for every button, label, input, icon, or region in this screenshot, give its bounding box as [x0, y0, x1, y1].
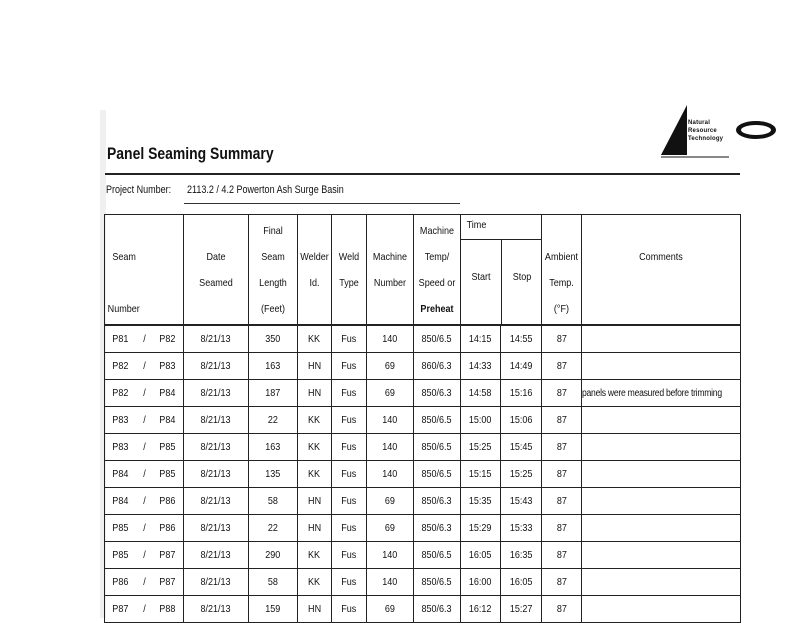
table-row: [105, 596, 741, 623]
stop-time-cell: 15:43: [501, 488, 542, 515]
machine-cell: 140: [367, 434, 414, 461]
start-time-cell: 14:33: [461, 353, 501, 380]
length-cell: 159: [249, 596, 298, 623]
machine-cell: 69: [367, 488, 414, 515]
welder-cell: HN: [298, 515, 332, 542]
seam-number-cell: [105, 569, 184, 596]
seam-panel-b: P85: [159, 468, 176, 480]
length-cell: 290: [249, 542, 298, 569]
seam-panel-b: P84: [159, 387, 176, 399]
comment-cell: [582, 434, 741, 461]
weld-type-cell: Fus: [332, 407, 367, 434]
col-header-start: Start: [471, 271, 491, 283]
seam-separator: /: [142, 495, 146, 507]
seam-panel-b: P84: [159, 414, 176, 426]
seam-number-cell: [105, 596, 184, 623]
comment-cell: [582, 569, 741, 596]
ambient-temp-cell: 87: [542, 488, 582, 515]
temp-speed-cell: 850/6.5: [414, 569, 461, 596]
comment-cell: panels were measured before trimming: [582, 380, 741, 407]
col-header-seam-number: Seam Number: [105, 215, 184, 326]
stop-time-cell: 16:05: [501, 569, 542, 596]
ambient-temp-cell: 87: [542, 325, 582, 353]
seam-panel-b: P82: [159, 333, 176, 345]
seam-separator: /: [142, 468, 146, 480]
natural-resource-technology-logo: [659, 103, 799, 163]
weld-type-cell: Fus: [332, 596, 367, 623]
comment-cell: [582, 407, 741, 434]
col-header-machine-temp: Machine Temp/ Speed or Preheat: [414, 215, 461, 326]
seam-separator: /: [142, 576, 146, 588]
start-time-cell: 15:00: [461, 407, 501, 434]
seam-number-cell: [105, 380, 184, 407]
start-time-cell: 16:00: [461, 569, 501, 596]
start-time-cell: 16:05: [461, 542, 501, 569]
panel-seaming-table: [104, 214, 741, 623]
seam-panel-a: P81: [112, 333, 129, 345]
ambient-temp-cell: 87: [542, 569, 582, 596]
time-label: Time: [466, 219, 487, 231]
length-cell: 22: [249, 515, 298, 542]
seam-separator: /: [142, 603, 146, 615]
ambient-temp-cell: 87: [542, 353, 582, 380]
temp-speed-cell: 850/6.3: [414, 596, 461, 623]
logo-wordmark: Natural Resource Technology: [688, 120, 724, 142]
start-time-cell: 16:12: [461, 596, 501, 623]
length-cell: 163: [249, 353, 298, 380]
comment-cell: [582, 596, 741, 623]
machine-cell: 69: [367, 515, 414, 542]
seam-number-cell: [105, 542, 184, 569]
ambient-temp-cell: 87: [542, 407, 582, 434]
weld-type-cell: Fus: [332, 515, 367, 542]
stop-time-cell: 15:25: [501, 461, 542, 488]
project-number-value: 2113.2 / 4.2 Powerton Ash Surge Basin: [187, 184, 344, 196]
table-row: [105, 461, 741, 488]
seam-number-cell: [105, 353, 184, 380]
weld-type-cell: Fus: [332, 488, 367, 515]
table-row: [105, 407, 741, 434]
start-time-cell: 15:29: [461, 515, 501, 542]
seam-panel-b: P87: [159, 549, 176, 561]
welder-cell: KK: [298, 434, 332, 461]
col-header-stop: Stop: [512, 271, 532, 283]
seam-panel-a: P82: [112, 360, 129, 372]
weld-type-cell: Fus: [332, 380, 367, 407]
weld-type-cell: Fus: [332, 434, 367, 461]
date-cell: 8/21/13: [184, 596, 249, 623]
col-header-comments: Comments: [582, 215, 741, 326]
table-header-row: [105, 215, 741, 326]
seam-panel-a: P85: [112, 549, 129, 561]
seam-panel-a: P86: [112, 576, 129, 588]
comment-cell: [582, 461, 741, 488]
machine-cell: 140: [367, 407, 414, 434]
welder-cell: KK: [298, 569, 332, 596]
weld-type-cell: Fus: [332, 353, 367, 380]
seam-separator: /: [142, 414, 146, 426]
temp-speed-cell: 850/6.3: [414, 515, 461, 542]
ambient-temp-cell: 87: [542, 542, 582, 569]
date-cell: 8/21/13: [184, 353, 249, 380]
stop-time-cell: 15:16: [501, 380, 542, 407]
start-time-cell: 14:58: [461, 380, 501, 407]
length-cell: 187: [249, 380, 298, 407]
seam-separator: /: [142, 522, 146, 534]
temp-speed-cell: 850/6.3: [414, 380, 461, 407]
ambient-temp-cell: 87: [542, 434, 582, 461]
col-header-machine-number: Machine Number: [367, 215, 414, 326]
temp-speed-cell: 850/6.3: [414, 488, 461, 515]
stop-time-cell: 14:49: [501, 353, 542, 380]
seam-panel-a: P85: [112, 522, 129, 534]
seam-panel-b: P86: [159, 495, 176, 507]
table-row: [105, 353, 741, 380]
col-header-welder-id: Welder Id.: [298, 215, 332, 326]
stop-time-cell: 15:45: [501, 434, 542, 461]
weld-type-cell: Fus: [332, 542, 367, 569]
seam-number-cell: [105, 434, 184, 461]
machine-cell: 69: [367, 380, 414, 407]
page-title: Panel Seaming Summary: [107, 144, 274, 163]
ambient-temp-cell: 87: [542, 380, 582, 407]
table-row: [105, 434, 741, 461]
seam-panel-a: P83: [112, 414, 129, 426]
temp-speed-cell: 850/6.5: [414, 542, 461, 569]
temp-speed-cell: 850/6.5: [414, 407, 461, 434]
weld-type-cell: Fus: [332, 461, 367, 488]
col-header-seam-length: Final Seam Length (Feet): [249, 215, 298, 326]
length-cell: 58: [249, 569, 298, 596]
seam-separator: /: [142, 387, 146, 399]
col-header-time: [461, 215, 542, 326]
table-row: [105, 325, 741, 353]
project-number-label: Project Number:: [106, 184, 172, 196]
machine-cell: 140: [367, 461, 414, 488]
stop-time-cell: 15:33: [501, 515, 542, 542]
welder-cell: KK: [298, 542, 332, 569]
col-header-weld-type: Weld Type: [332, 215, 367, 326]
seam-separator: /: [142, 441, 146, 453]
seam-number-cell: [105, 461, 184, 488]
date-cell: 8/21/13: [184, 515, 249, 542]
date-cell: 8/21/13: [184, 542, 249, 569]
table-row: [105, 569, 741, 596]
seam-panel-b: P83: [159, 360, 176, 372]
table-row: [105, 488, 741, 515]
welder-cell: KK: [298, 407, 332, 434]
comment-cell: [582, 325, 741, 353]
weld-type-cell: Fus: [332, 325, 367, 353]
seam-number-cell: [105, 407, 184, 434]
seam-panel-b: P86: [159, 522, 176, 534]
welder-cell: HN: [298, 380, 332, 407]
welder-cell: KK: [298, 461, 332, 488]
weld-type-cell: Fus: [332, 569, 367, 596]
ambient-temp-cell: 87: [542, 515, 582, 542]
date-cell: 8/21/13: [184, 380, 249, 407]
table-row: [105, 542, 741, 569]
machine-cell: 140: [367, 569, 414, 596]
ambient-temp-cell: 87: [542, 461, 582, 488]
seam-panel-a: P84: [112, 495, 129, 507]
table-row: [105, 380, 741, 407]
date-cell: 8/21/13: [184, 461, 249, 488]
stop-time-cell: 15:06: [501, 407, 542, 434]
machine-cell: 69: [367, 596, 414, 623]
title-divider: [105, 173, 740, 175]
seam-panel-b: P85: [159, 441, 176, 453]
seam-panel-b: P87: [159, 576, 176, 588]
seam-panel-a: P84: [112, 468, 129, 480]
machine-cell: 140: [367, 325, 414, 353]
col-header-ambient-temp: Ambient Temp. (°F): [542, 215, 582, 326]
date-cell: 8/21/13: [184, 325, 249, 353]
comment-cell: [582, 353, 741, 380]
seam-panel-a: P83: [112, 441, 129, 453]
seam-number-cell: [105, 325, 184, 353]
welder-cell: KK: [298, 325, 332, 353]
welder-cell: HN: [298, 596, 332, 623]
machine-cell: 140: [367, 542, 414, 569]
welder-cell: HN: [298, 353, 332, 380]
start-time-cell: 14:15: [461, 325, 501, 353]
date-cell: 8/21/13: [184, 569, 249, 596]
date-cell: 8/21/13: [184, 488, 249, 515]
comment-cell: [582, 488, 741, 515]
length-cell: 350: [249, 325, 298, 353]
stop-time-cell: 15:27: [501, 596, 542, 623]
length-cell: 135: [249, 461, 298, 488]
project-number-underline: [184, 203, 460, 204]
seam-number-cell: [105, 515, 184, 542]
length-cell: 163: [249, 434, 298, 461]
start-time-cell: 15:35: [461, 488, 501, 515]
table-row: [105, 515, 741, 542]
welder-cell: HN: [298, 488, 332, 515]
ambient-temp-cell: 87: [542, 596, 582, 623]
temp-speed-cell: 850/6.5: [414, 461, 461, 488]
temp-speed-cell: 850/6.5: [414, 434, 461, 461]
seam-panel-b: P88: [159, 603, 176, 615]
start-time-cell: 15:15: [461, 461, 501, 488]
seam-number-cell: [105, 488, 184, 515]
date-cell: 8/21/13: [184, 407, 249, 434]
comment-cell: [582, 515, 741, 542]
temp-speed-cell: 860/6.3: [414, 353, 461, 380]
seam-separator: /: [142, 549, 146, 561]
length-cell: 22: [249, 407, 298, 434]
comment-cell: [582, 542, 741, 569]
seam-separator: /: [142, 333, 146, 345]
machine-cell: 69: [367, 353, 414, 380]
length-cell: 58: [249, 488, 298, 515]
seam-panel-a: P87: [112, 603, 129, 615]
seam-separator: /: [142, 360, 146, 372]
col-header-date-seamed: Date Seamed: [184, 215, 249, 326]
date-cell: 8/21/13: [184, 434, 249, 461]
start-time-cell: 15:25: [461, 434, 501, 461]
stop-time-cell: 16:35: [501, 542, 542, 569]
stop-time-cell: 14:55: [501, 325, 542, 353]
seam-panel-a: P82: [112, 387, 129, 399]
temp-speed-cell: 850/6.5: [414, 325, 461, 353]
